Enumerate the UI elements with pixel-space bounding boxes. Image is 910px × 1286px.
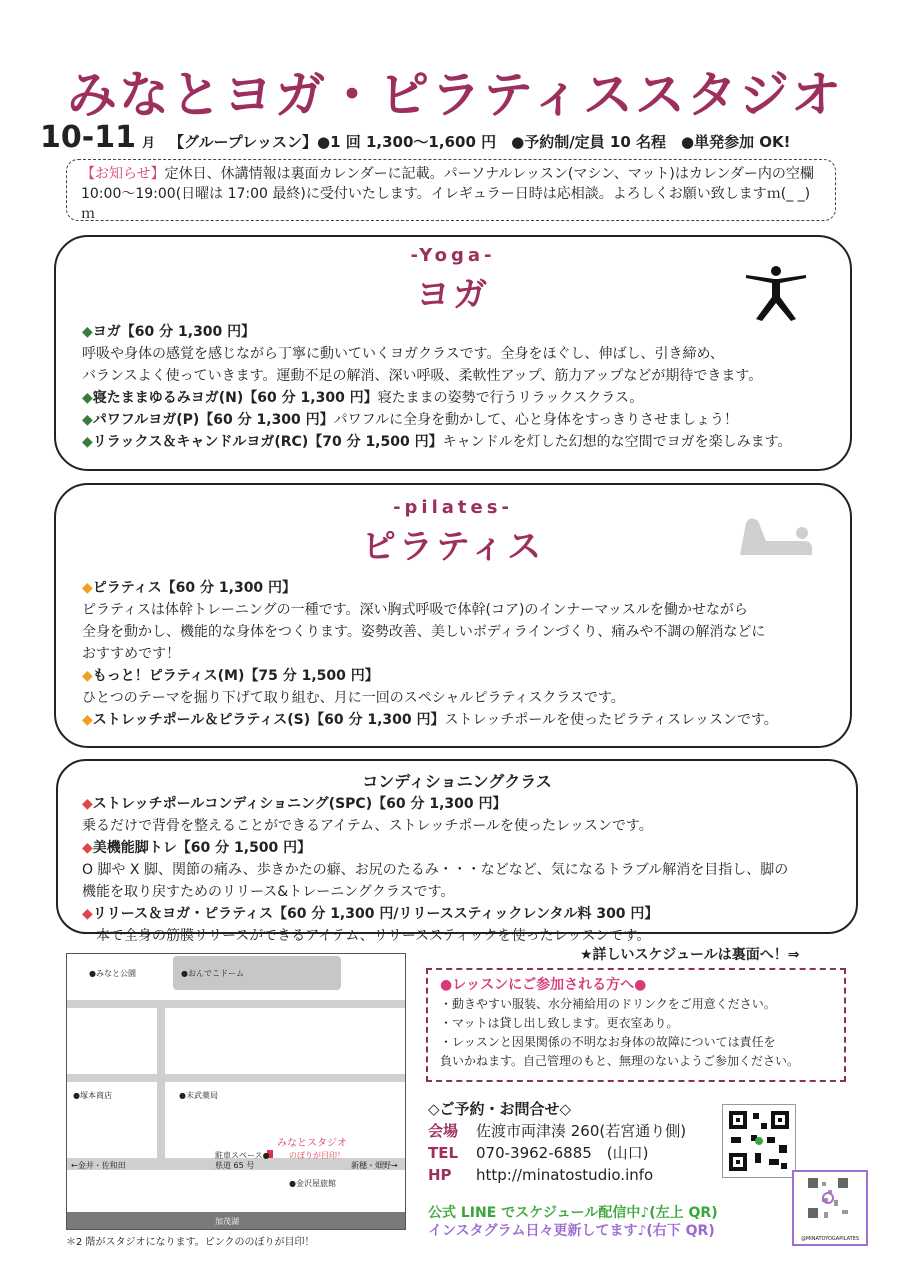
pilates-en-title: -pilates- xyxy=(393,497,513,518)
map-label: 新穂・畑野→ xyxy=(351,1161,398,1170)
lesson-text: おすすめです！ xyxy=(82,646,181,662)
map-label: のぼりが目印！ xyxy=(289,1151,345,1160)
map-footnote: ＊2 階がスタジオになります。ピンクののぼりが目印！ xyxy=(66,1237,315,1248)
hp-key: HP xyxy=(428,1166,452,1184)
diamond-icon: ◆ xyxy=(82,324,93,340)
access-map xyxy=(66,953,406,1230)
lesson-head: ピラティス【60 分 1,300 円】 xyxy=(92,580,297,596)
yoga-section xyxy=(54,235,852,471)
map-label: 県道 65 号 xyxy=(215,1161,255,1170)
lesson-head: パワフルヨガ(P)【60 分 1,300 円】 xyxy=(92,412,334,428)
contact-block xyxy=(428,1098,686,1186)
lesson-line xyxy=(82,903,846,925)
diamond-icon: ◆ xyxy=(82,796,93,812)
months: 10-11 xyxy=(40,120,136,155)
month-unit: 月 xyxy=(141,136,155,151)
lesson-line xyxy=(82,321,840,343)
join-line: ・レッスンと因果関係の不明なお身体の故障については責任を xyxy=(440,1035,776,1049)
diamond-icon: ◆ xyxy=(82,390,93,406)
insta-promo: インスタグラム日々更新してます♪(右下 QR) xyxy=(428,1223,715,1239)
lesson-line xyxy=(82,709,840,731)
yoga-pose-icon xyxy=(744,263,808,323)
lesson-line xyxy=(82,343,840,365)
map-label: ●塚本商店 xyxy=(73,1091,112,1100)
lesson-line xyxy=(82,665,840,687)
schedule-note: ★詳しいスケジュールは裏面へ！⇒ xyxy=(580,947,800,963)
studio-label: みなとスタジオ xyxy=(277,1138,347,1149)
pilates-pose-icon xyxy=(736,511,816,557)
lesson-head: 寝たままゆるみヨガ(N)【60 分 1,300 円】 xyxy=(92,390,378,406)
join-info-box xyxy=(426,968,846,1082)
map-label: 駐車スペース● xyxy=(215,1151,270,1160)
hp-link[interactable]: http://minatostudio.info xyxy=(476,1166,654,1184)
tel-key: TEL xyxy=(428,1144,459,1162)
map-label: ←金井・佐和田 xyxy=(71,1161,126,1170)
lesson-text: バランスよく使っていきます。運動不足の解消、深い呼吸、柔軟性アップ、筋力アップなどが期待できます。 xyxy=(82,368,763,384)
lesson-text: ピラティスは体幹トレーニングの一種です。深い胸式呼吸で体幹(コア)のインナーマッスルを働かせながら xyxy=(82,602,748,618)
diamond-icon: ◆ xyxy=(82,434,93,450)
line-promo: 公式 LINE でスケジュール配信中♪(左上 QR) xyxy=(428,1205,718,1221)
join-line: 負いかねます。自己管理のもと、無理のないようご参加ください。 xyxy=(440,1054,800,1068)
lesson-head: もっと！ピラティス(M)【75 分 1,500 円】 xyxy=(92,668,379,684)
lesson-text: 一本で全身の筋膜リリースができるアイテム、リリーススティックを使ったレッスンです。 xyxy=(82,928,651,944)
lesson-line xyxy=(82,793,846,815)
lesson-line xyxy=(82,643,840,665)
contact-heading: ◇ご予約・お問合せ◇ xyxy=(428,1100,572,1118)
diamond-icon: ◆ xyxy=(82,840,93,856)
lesson-text: 寝たままの姿勢で行うリラックスクラス。 xyxy=(377,390,644,406)
map-label: 加茂湖 xyxy=(215,1217,239,1226)
lesson-text: パワフルに全身を動かして、心と身体をすっきりさせましょう！ xyxy=(333,412,738,428)
yoga-en-title: -Yoga- xyxy=(410,245,496,266)
diamond-icon: ◆ xyxy=(82,580,93,596)
lesson-head: ストレッチポール＆ピラティス(S)【60 分 1,300 円】 xyxy=(92,712,445,728)
map-label: ●金沢屋旅館 xyxy=(289,1179,336,1188)
line-qr-code[interactable] xyxy=(722,1104,796,1178)
lesson-text: ストレッチポールを使ったピラティスレッスンです。 xyxy=(444,712,778,728)
lesson-head: リラックス＆キャンドルヨガ(RC)【70 分 1,500 円】 xyxy=(92,434,443,450)
lesson-line xyxy=(82,837,846,859)
lesson-head: ヨガ【60 分 1,300 円】 xyxy=(92,324,256,340)
pilates-section xyxy=(54,483,852,748)
lesson-text: 機能を取り戻すためのリリース&トレーニングクラスです。 xyxy=(82,884,455,900)
diamond-icon: ◆ xyxy=(82,668,93,684)
instagram-handle: @MINATOYOGAPILATES xyxy=(800,1236,860,1242)
lesson-line xyxy=(82,599,840,621)
pilates-jp-title: ピラティス xyxy=(361,527,545,567)
lesson-line xyxy=(82,859,846,881)
notice-box xyxy=(66,159,836,221)
lesson-text: O 脚や X 脚、関節の痛み、歩きかたの癖、お尻のたるみ・・・などなど、気になるトラブル解消を目指し、脚の xyxy=(82,862,789,878)
diamond-icon: ◆ xyxy=(82,906,93,922)
conditioning-title: コンディショニングクラス xyxy=(362,772,552,791)
lesson-line xyxy=(82,621,840,643)
lesson-line xyxy=(82,577,840,599)
map-label: ●末武薬局 xyxy=(179,1091,218,1100)
lesson-text: 呼吸や身体の感覚を感じながら丁寧に動いていくヨガクラスです。全身をほぐし、伸ばし、引き締め、 xyxy=(82,346,724,362)
lesson-line xyxy=(82,881,846,903)
lesson-text: ひとつのテーマを掘り下げて取り組む、月に一回のスペシャルピラティスクラスです。 xyxy=(82,690,625,706)
lesson-line xyxy=(82,815,846,837)
conditioning-lines xyxy=(82,793,846,947)
lesson-text: 乗るだけで背骨を整えることができるアイテム、ストレッチポールを使ったレッスンです。 xyxy=(82,818,653,834)
lesson-text: キャンドルを灯した幻想的な空間でヨガを楽しみます。 xyxy=(442,434,792,450)
lesson-line xyxy=(82,431,840,453)
lesson-summary xyxy=(40,120,791,155)
join-line: ・動きやすい服装、水分補給用のドリンクをご用意ください。 xyxy=(440,997,776,1011)
pilates-lines xyxy=(82,577,840,731)
conditioning-section xyxy=(56,759,858,944)
lesson-line xyxy=(82,687,840,709)
map-label: ●みなと公園 xyxy=(89,969,136,978)
lesson-head: リリース＆ヨガ・ピラティス【60 分 1,300 円/リリーススティックレンタル料 300 円】 xyxy=(92,906,659,922)
yoga-jp-title: ヨガ xyxy=(416,275,490,315)
notice-tag: 【お知らせ】 xyxy=(81,166,165,182)
instagram-qr-code[interactable] xyxy=(792,1170,868,1246)
notice-text: 定休日、休講情報は裏面カレンダーに記載。パーソナルレッスン(マシン、マット)はカレンダー内の空欄 10:00～19:00(日曜は 17:00 最終)に受付いたします。イレギュラー日時は応相談。よろしくお願い致しますｍ(_ _)ｍ xyxy=(81,166,814,222)
join-line: ・マットは貸し出し致します。更衣室あり。 xyxy=(440,1016,679,1030)
diamond-icon: ◆ xyxy=(82,412,93,428)
lesson-line xyxy=(82,409,840,431)
join-title: ●レッスンにご参加される方へ● xyxy=(440,977,647,993)
diamond-icon: ◆ xyxy=(82,712,93,728)
venue-value: 佐渡市両津湊 260(若宮通り側) xyxy=(476,1122,687,1140)
lesson-line xyxy=(82,365,840,387)
map-label: ●おんでこドーム xyxy=(181,969,244,978)
lesson-info: 【グループレッスン】●1 回 1,300～1,600 円 ●予約制/定員 10 名程 ●単発参加 OK! xyxy=(168,133,791,151)
venue-key: 会場 xyxy=(428,1122,459,1140)
tel-value[interactable]: 070-3962-6885 (山口) xyxy=(476,1144,649,1162)
yoga-lines xyxy=(82,321,840,453)
lesson-text: 全身を動かし、機能的な身体をつくります。姿勢改善、美しいボディラインづくり、痛みや不調の解消などに xyxy=(82,624,766,640)
page-title: みなとヨガ・ピラティススタジオ xyxy=(67,66,843,124)
lesson-head: ストレッチポールコンディショニング(SPC)【60 分 1,300 円】 xyxy=(92,796,507,812)
lesson-line xyxy=(82,387,840,409)
lesson-head: 美機能脚トレ【60 分 1,500 円】 xyxy=(92,840,312,856)
